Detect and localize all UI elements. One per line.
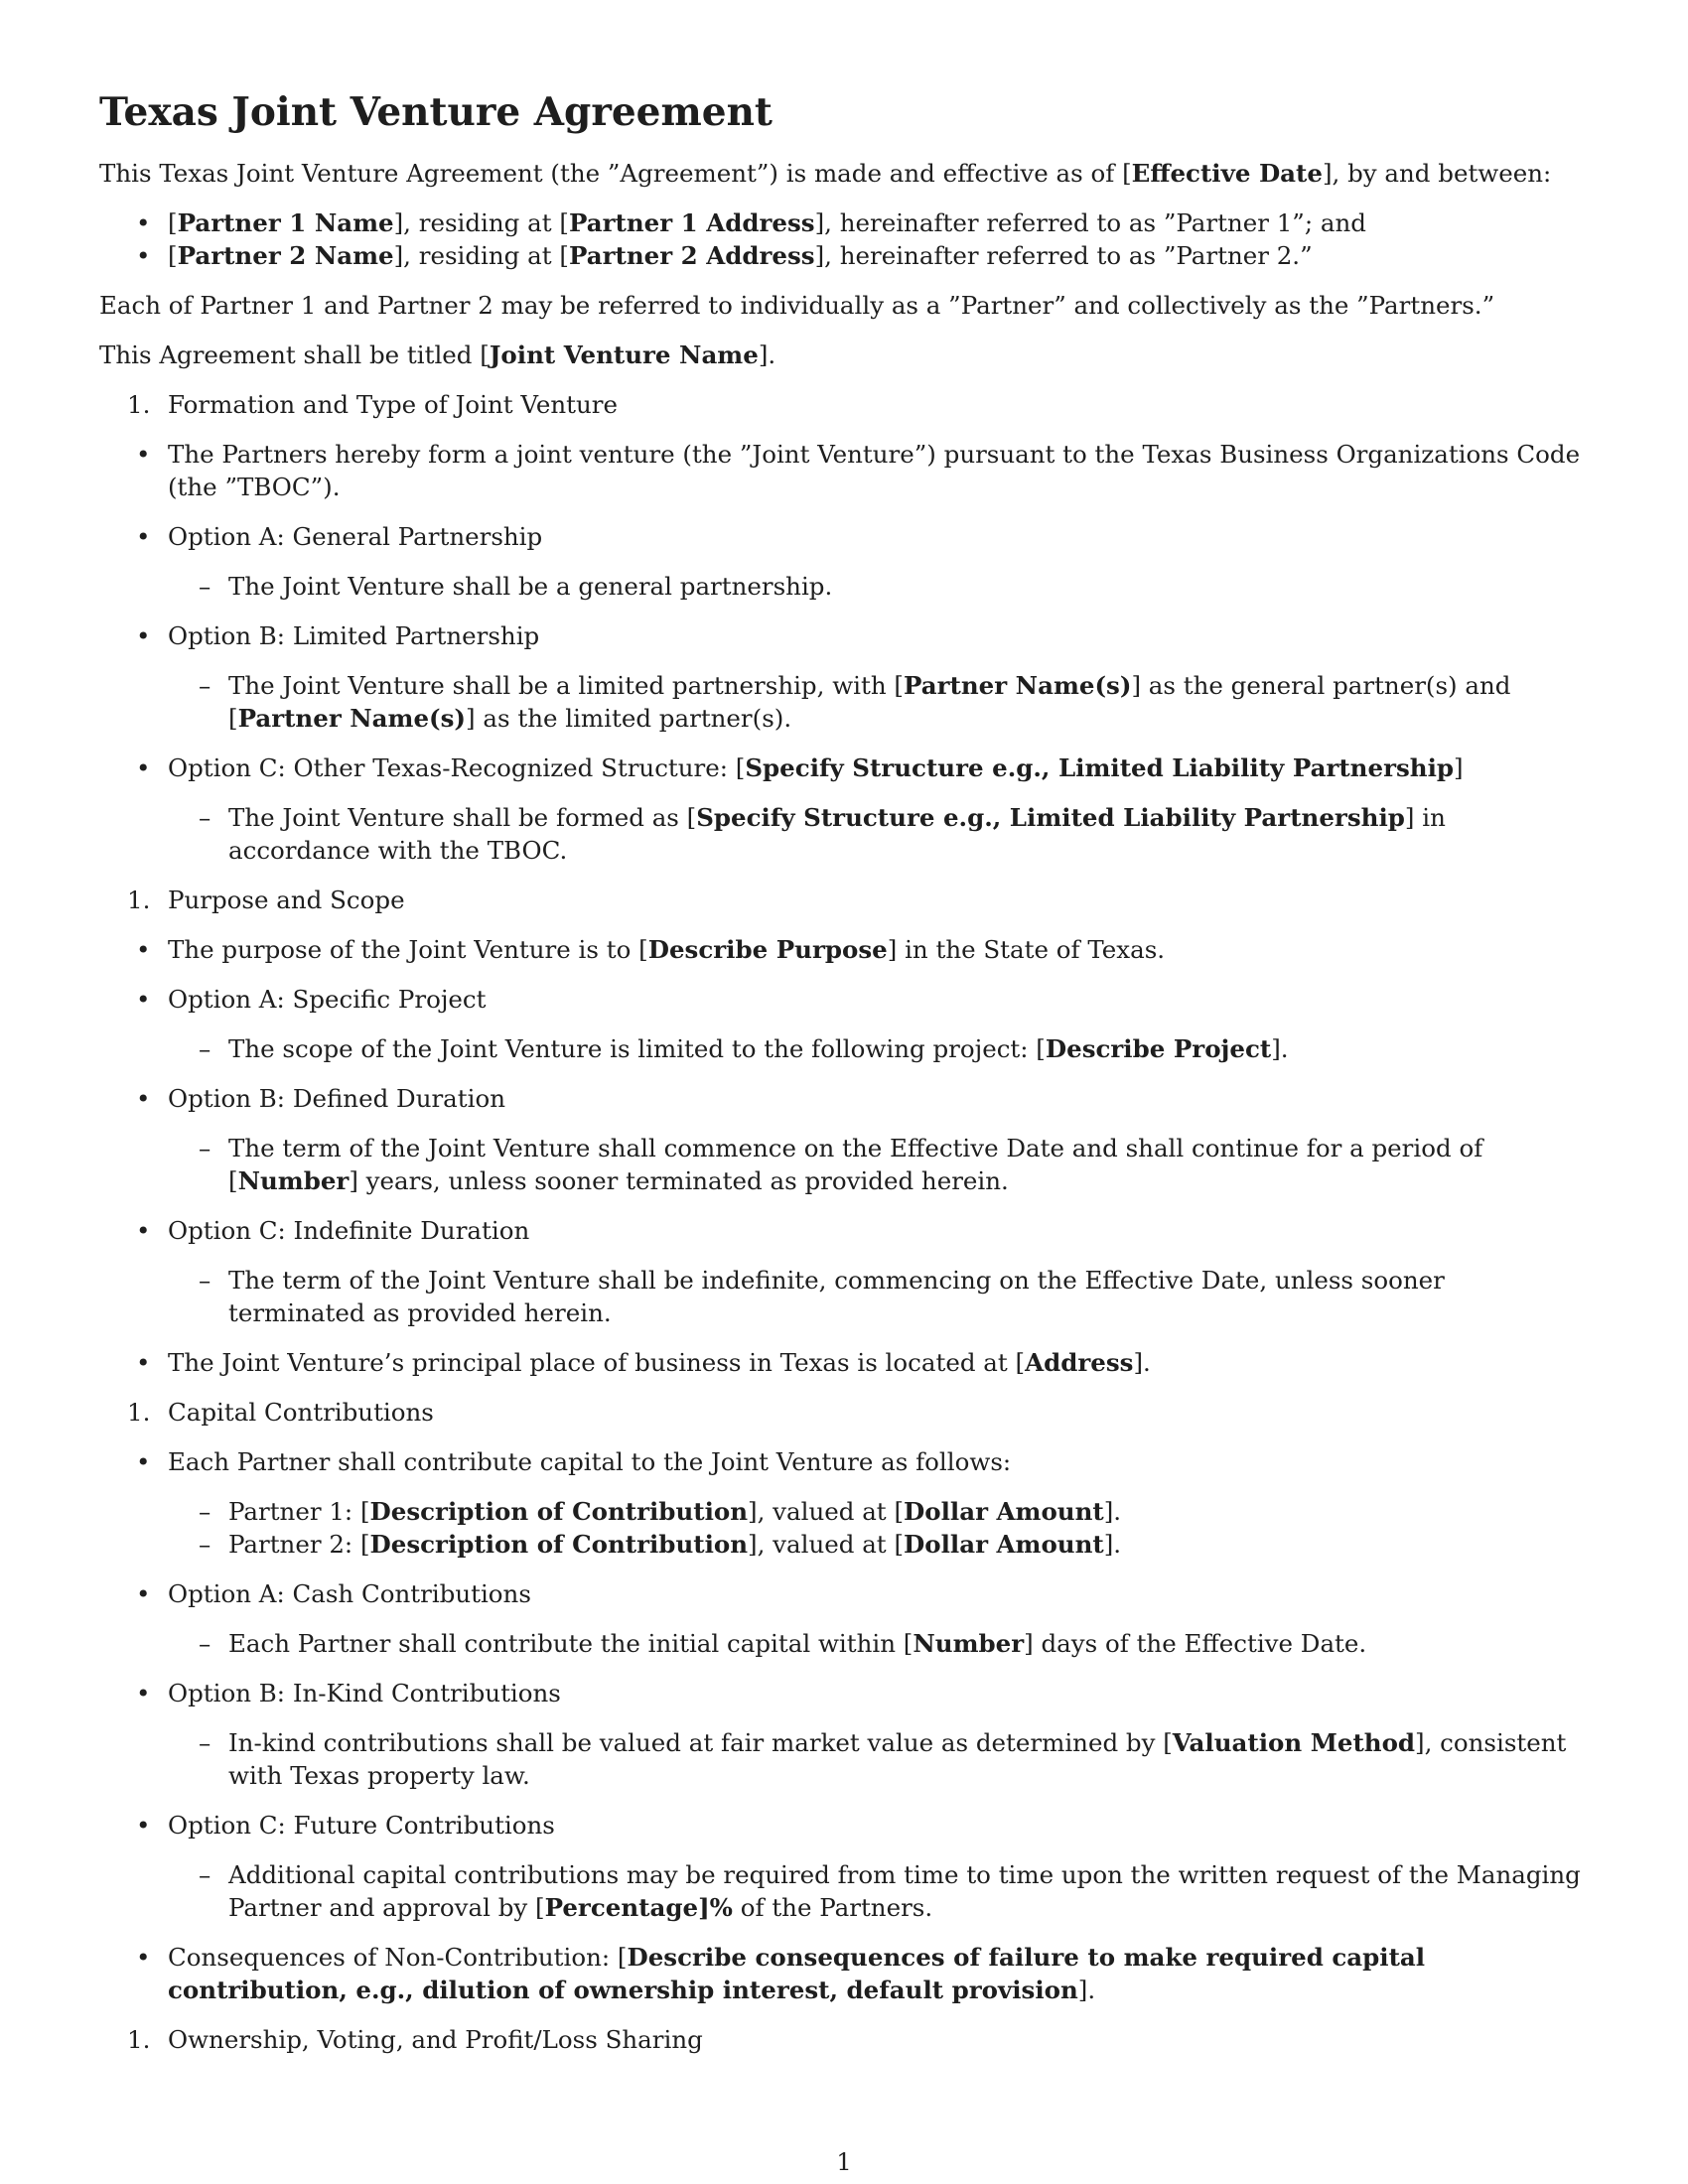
option-text: – The Joint Venture shall be a general partnership. — [99, 570, 1589, 603]
contribution-item: – Partner 1: [Description of Contribution], valued at [Dollar Amount]. — [99, 1495, 1589, 1528]
parties-list — [99, 206, 1589, 272]
partner-name-field: Partner 2 Name — [177, 241, 394, 270]
option-text: – Each Partner shall contribute the initial capital within [Number] days of the Effective Date. — [99, 1627, 1589, 1660]
option-text: – Additional capital contributions may be required from time to time upon the written request of the Managing Partner and approval by [Percentage]% of the Partners. — [99, 1858, 1589, 1924]
party-item: • [Partner 2 Name], residing at [Partner 2 Address], hereinafter referred to as ”Partner 2.” — [99, 239, 1589, 272]
intro-text: This Texas Joint Venture Agreement (the ”Agreement”) is made and effective as of [ — [99, 159, 1132, 188]
option-label: • Option C: Other Texas-Recognized Structure: [Specify Structure e.g., Limited Liability Partnership] — [99, 751, 1589, 784]
option-text: – The scope of the Joint Venture is limited to the following project: [Describe Project]. — [99, 1032, 1589, 1065]
option-label: • Option B: In-Kind Contributions — [99, 1677, 1589, 1709]
document-page — [99, 87, 1589, 2073]
option-label: • Option A: Cash Contributions — [99, 1577, 1589, 1610]
section-heading: 1. Formation and Type of Joint Venture — [127, 390, 618, 419]
effective-date-field: Effective Date — [1131, 159, 1323, 188]
titled-paragraph: This Agreement shall be titled [Joint Venture Name]. — [99, 341, 776, 369]
partner-name-field: Partner 1 Name — [177, 208, 394, 237]
section-heading: 1. Capital Contributions — [127, 1398, 434, 1427]
option-text: – The term of the Joint Venture shall be indefinite, commencing on the Effective Date, unless sooner terminated as provided herein. — [99, 1264, 1589, 1329]
party-item: • [Partner 1 Name], residing at [Partner 1 Address], hereinafter referred to as ”Partner 1”; and — [99, 206, 1589, 239]
collective-paragraph: Each of Partner 1 and Partner 2 may be referred to individually as a ”Partner” and collectively as the ”Partners.” — [99, 291, 1495, 320]
option-label: • Option B: Defined Duration — [99, 1082, 1589, 1115]
section-heading: 1. Ownership, Voting, and Profit/Loss Sharing — [127, 2025, 703, 2054]
page-number: 1 — [836, 2148, 852, 2176]
option-label: • Option B: Limited Partnership — [99, 619, 1589, 652]
option-text: – In-kind contributions shall be valued at fair market value as determined by [Valuation Method], consistent with Texas property law. — [99, 1726, 1589, 1792]
list-item: • Consequences of Non-Contribution: [Describe consequences of failure to make required capital contribution, e.g., dilution of ownership interest, default provision]. — [99, 1941, 1589, 2006]
contribution-item: – Partner 2: [Description of Contribution], valued at [Dollar Amount]. — [99, 1528, 1589, 1561]
option-text: – The Joint Venture shall be formed as [Specify Structure e.g., Limited Liability Partnership] in accordance with the TBOC. — [99, 801, 1589, 867]
option-label: • Option C: Indefinite Duration — [99, 1214, 1589, 1247]
list-item: • The Partners hereby form a joint venture (the ”Joint Venture”) pursuant to the Texas Business Organizations Code (the ”TBOC”). — [99, 438, 1589, 503]
list-item: • The Joint Venture’s principal place of business in Texas is located at [Address]. — [99, 1346, 1589, 1379]
option-label: • Option A: General Partnership — [99, 520, 1589, 553]
jv-name-field: Joint Venture Name — [489, 341, 759, 369]
partner-address-field: Partner 2 Address — [568, 241, 815, 270]
section-heading: 1. Purpose and Scope — [127, 886, 405, 914]
intro-text-end: ], by and between: — [1322, 159, 1552, 188]
option-text: – The term of the Joint Venture shall commence on the Effective Date and shall continue for a period of [Number] years, unless sooner terminated as provided herein. — [99, 1132, 1589, 1197]
list-item: • The purpose of the Joint Venture is to [Describe Purpose] in the State of Texas. — [99, 933, 1589, 966]
option-text: – The Joint Venture shall be a limited partnership, with [Partner Name(s)] as the general partner(s) and [Partner Name(s)] as the limited partner(s). — [99, 669, 1589, 735]
partner-address-field: Partner 1 Address — [568, 208, 815, 237]
option-label: • Option C: Future Contributions — [99, 1809, 1589, 1842]
list-item: • Each Partner shall contribute capital to the Joint Venture as follows: — [99, 1445, 1589, 1478]
intro-paragraph — [99, 157, 1589, 190]
document-title: Texas Joint Venture Agreement — [99, 89, 773, 135]
option-label: • Option A: Specific Project — [99, 983, 1589, 1016]
